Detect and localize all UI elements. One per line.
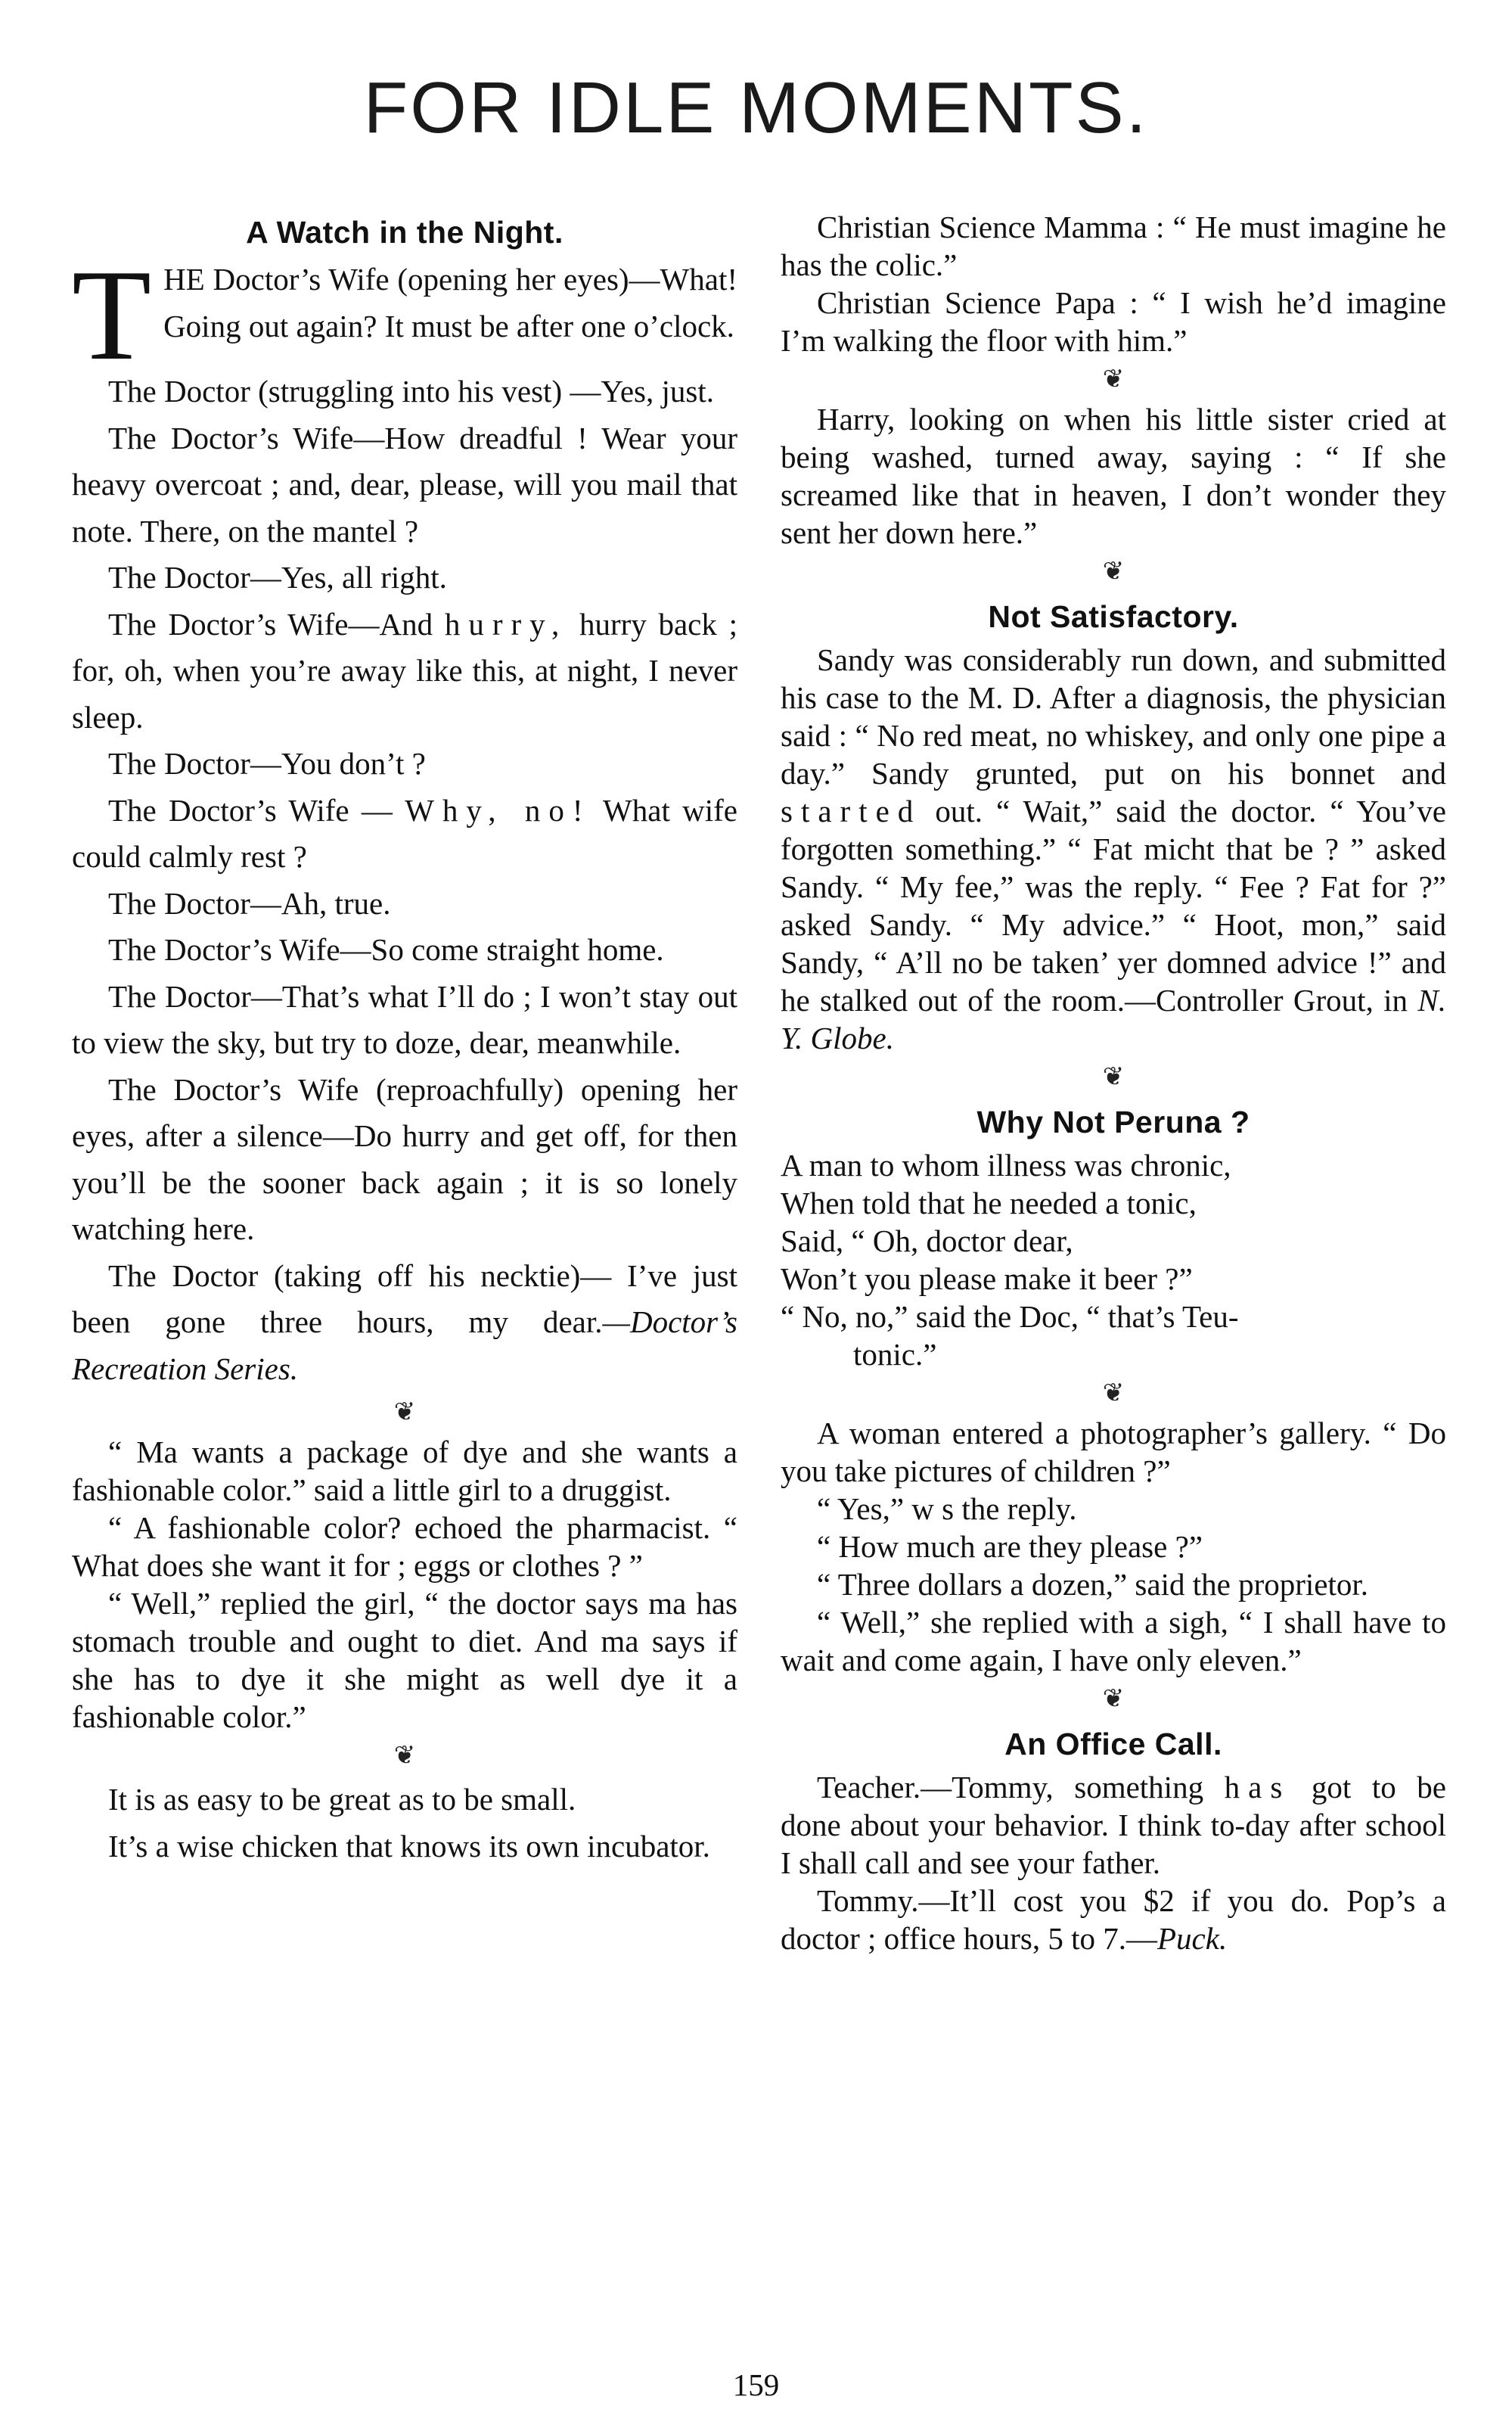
paragraph: The Doctor—That’s what I’ll do ; I won’t stay out to view the sky, but try to doze, dear, meanwhile. (72, 978, 737, 1060)
fleuron-ornament: ❦ (1102, 1685, 1125, 1713)
drop-cap: T (72, 244, 152, 387)
paragraph: The Doctor’s Wife—And hurry, hurry back ; for, oh, when you’re away like this, at night, I never sleep. (72, 606, 737, 735)
paragraph: Tommy.—It’ll cost you $2 if you do. Pop’s a doctor ; office hours, 5 to 7.—Puck. (781, 1883, 1446, 1956)
article-heading-sandy: Not Satisfactory. (988, 599, 1239, 634)
paragraph: It’s a wise chicken that knows its own incubator. (108, 1828, 710, 1864)
paragraph: “ Three dollars a dozen,” said the proprietor. (817, 1567, 1368, 1602)
article-heading-watch: A Watch in the Night. (246, 215, 564, 250)
paragraph: It is as easy to be great as to be small. (108, 1782, 576, 1817)
fleuron-ornament: ❦ (393, 1398, 416, 1426)
article-heading-office: An Office Call. (1004, 1727, 1222, 1761)
poem-line: A man to whom illness was chronic, (781, 1148, 1231, 1183)
paragraph: The Doctor—You don’t ? (108, 746, 426, 781)
fleuron-ornament: ❦ (1102, 1379, 1125, 1407)
fleuron-ornament: ❦ (1102, 1063, 1125, 1091)
poem-line: Said, “ Oh, doctor dear, (781, 1223, 1073, 1258)
paragraph: Harry, looking on when his little sister cried at being washed, turned away, saying : “ If she screamed like that in heaven, I don’t wonder they sent her down here.” (781, 402, 1446, 550)
source-credit: —Doctor’s Recreation Series. (72, 1304, 737, 1386)
page-number: 159 (732, 2367, 780, 2402)
poem (781, 1146, 1446, 1373)
source-credit: N. Y. Globe. (781, 983, 1446, 1055)
fleuron-ornament: ❦ (393, 1742, 416, 1770)
poem-line: “ No, no,” said the Doc, “ that’s Teu- (781, 1299, 1239, 1334)
paragraph: “ A fashionable color? echoed the pharmacist. “ What does she want it for ; eggs or clothes ? ” (72, 1510, 737, 1583)
paragraph: “ Yes,” w s the reply. (817, 1491, 1077, 1526)
paragraph: Sandy was considerably run down, and submitted his case to the M. D. After a diagnosis, the physician said : “ No red meat, no whiskey, and only one pipe a day.” Sandy grunted, put on his bonnet and started out. “ Wait,” said the doctor. “ You’ve forgotten something.” “ Fat micht that be ? ” asked Sandy. “ My fee,” was the reply. “ Fee ? Fat for ?” asked Sandy. “ My advice.” “ Hoot, mon,” said Sandy, “ A’ll no be taken’ yer domned advice !” and he stalked out of the room.—Controller Grout, in N. Y. Globe. (781, 642, 1446, 1055)
paragraph: The Doctor’s Wife—So come straight home. (108, 932, 664, 967)
article-heading-peruna: Why Not Peruna ? (976, 1105, 1250, 1139)
paragraph: The Doctor (taking off his necktie)— I’ve just been gone three hours, my dear.—Doctor’s Recreation Series. (72, 1257, 737, 1386)
poem-line: tonic.” (853, 1337, 937, 1372)
paragraph: Teacher.—Tommy, something has got to be done about your behavior. I think to-day after school I shall call and see your father. (781, 1770, 1446, 1880)
poem-line: When told that he needed a tonic, (781, 1186, 1197, 1220)
poem-line: Won’t you please make it beer ?” (781, 1261, 1193, 1296)
paragraph: A woman entered a photographer’s gallery. “ Do you take pictures of children ?” (781, 1416, 1446, 1488)
paragraph: “ Ma wants a package of dye and she wants a fashionable color.” said a little girl to a druggist. (72, 1435, 737, 1507)
left-column (72, 208, 737, 1870)
fleuron-ornament: ❦ (1102, 365, 1125, 393)
right-column (781, 208, 1446, 1957)
paragraph: The Doctor—Yes, all right. (108, 560, 447, 595)
paragraph: Christian Science Mamma : “ He must imagine he has the colic.” (781, 210, 1446, 282)
paragraph: The Doctor’s Wife—How dreadful ! Wear your heavy overcoat ; and, dear, please, will you mail that note. There, on the mantel ? (72, 420, 737, 549)
paragraph: “ Well,” replied the girl, “ the doctor says ma has stomach trouble and ought to diet. And ma says if she has to dye it she might as well dye it a fashionable color.” (72, 1586, 737, 1734)
paragraph: The Doctor’s Wife (reproachfully) opening her eyes, after a silence—Do hurry and get off, for then you’ll be the sooner back again ; it is so lonely watching here. (72, 1071, 737, 1246)
paragraph: The Doctor’s Wife — Why, no! What wife could calmly rest ? (72, 792, 737, 874)
paragraph: The Doctor—Ah, true. (108, 885, 391, 921)
page-title: FOR IDLE MOMENTS. (363, 67, 1149, 148)
paragraph: Christian Science Papa : “ I wish he’d imagine I’m walking the floor with him.” (781, 285, 1446, 358)
paragraph: THE Doctor’s Wife (opening her eyes)—What! Going out again? It must be after one o’clock. (72, 244, 737, 387)
paragraph: “ How much are they please ?” (817, 1529, 1203, 1564)
paragraph: The Doctor (struggling into his vest) —Yes, just. (108, 374, 715, 409)
source-credit: Puck. (1157, 1921, 1228, 1956)
fleuron-ornament: ❦ (1102, 558, 1125, 586)
paragraph: “ Well,” she replied with a sigh, “ I shall have to wait and come again, I have only eleven.” (781, 1605, 1446, 1677)
